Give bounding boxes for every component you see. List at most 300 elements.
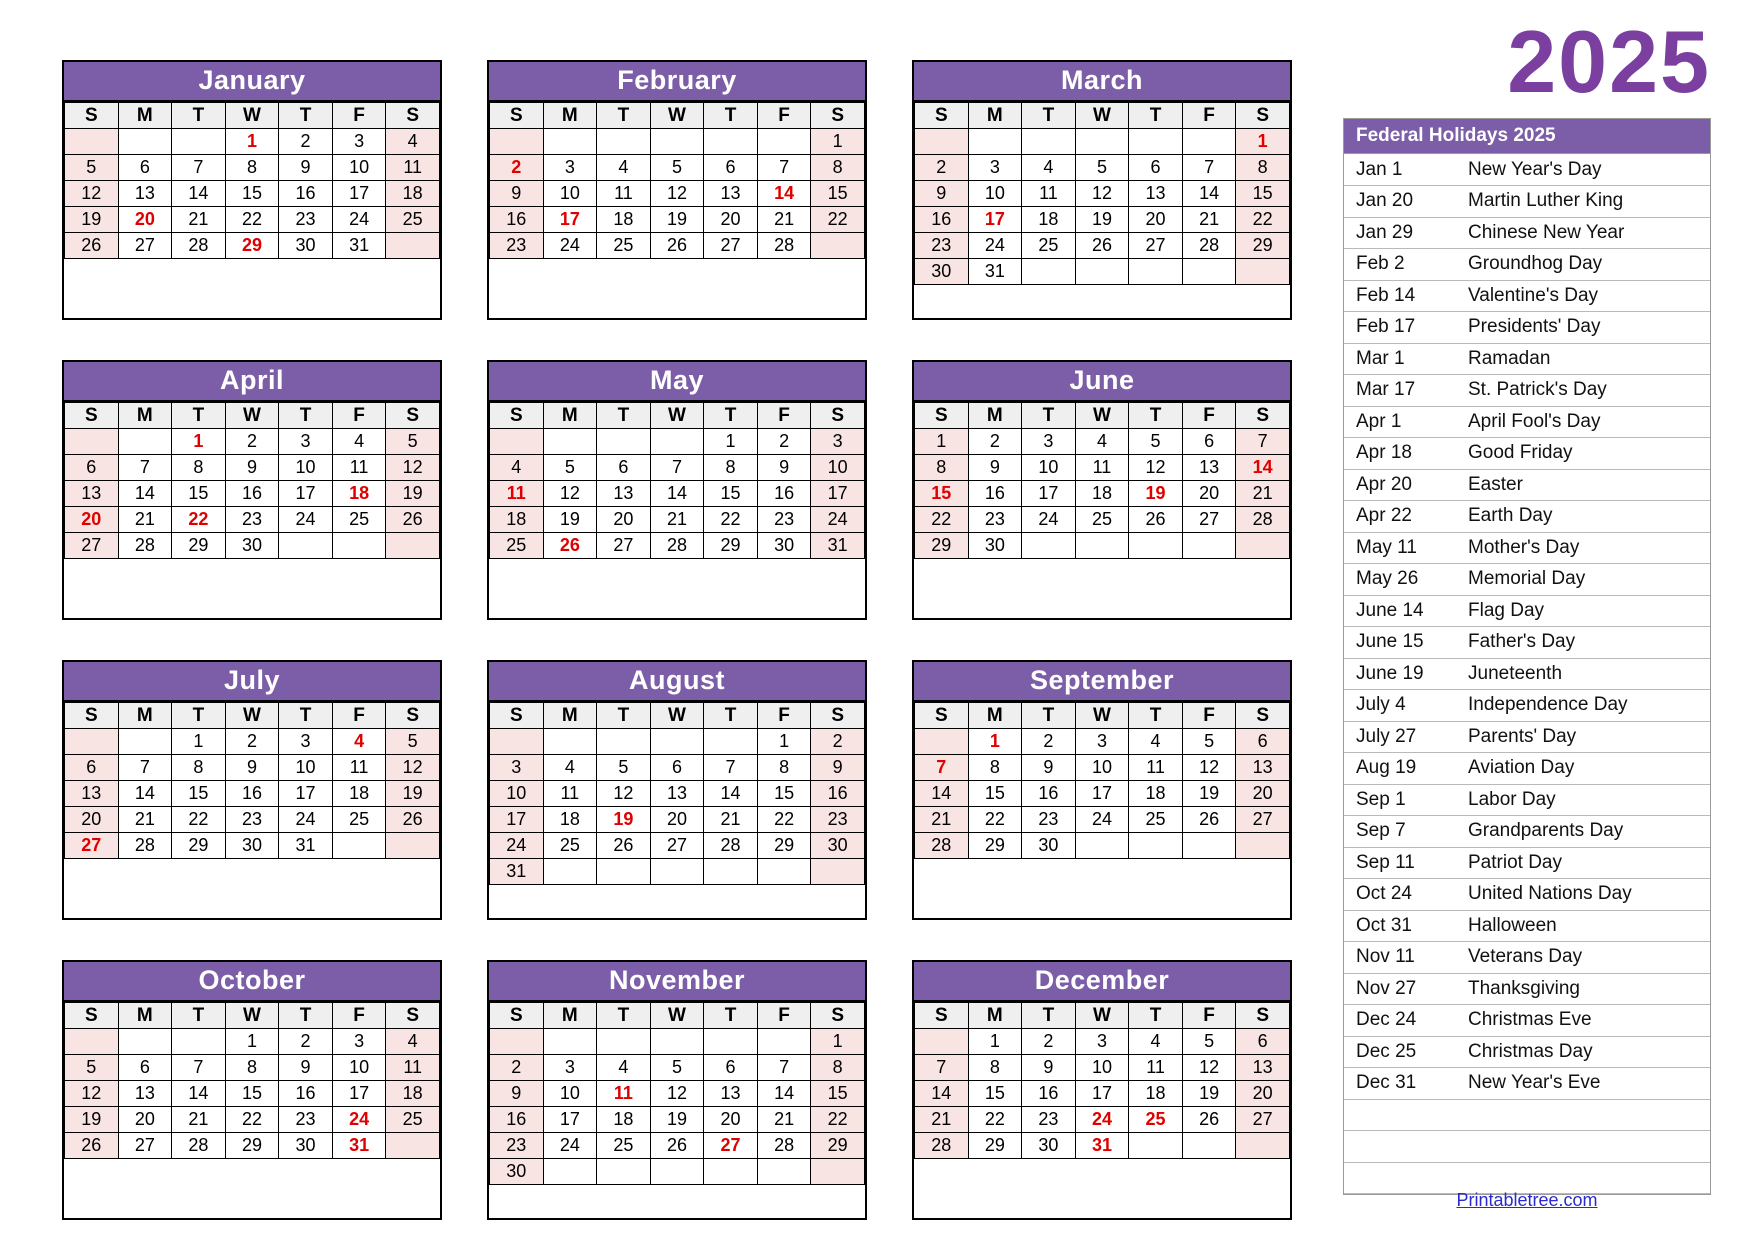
month-may xyxy=(487,360,867,620)
weekday-header: S xyxy=(386,703,440,729)
day-cell: 12 xyxy=(650,1081,704,1107)
day-cell-empty xyxy=(757,859,811,885)
day-cell: 4 xyxy=(597,1055,651,1081)
day-cell: 19 xyxy=(650,207,704,233)
day-cell: 18 xyxy=(386,1081,440,1107)
day-cell: 11 xyxy=(543,781,597,807)
day-cell: 26 xyxy=(650,1133,704,1159)
day-cell: 5 xyxy=(386,729,440,755)
day-cell-empty xyxy=(490,429,544,455)
day-cell: 25 xyxy=(1129,807,1183,833)
holiday-date: July 27 xyxy=(1344,721,1456,753)
day-cell-empty xyxy=(65,729,119,755)
day-cell: 30 xyxy=(490,1159,544,1185)
day-cell: 13 xyxy=(704,1081,758,1107)
day-cell: 7 xyxy=(915,755,969,781)
holiday-row xyxy=(1344,217,1710,249)
weekday-header: T xyxy=(172,103,226,129)
holiday-name: Groundhog Day xyxy=(1456,249,1710,281)
week-row xyxy=(65,155,440,181)
day-cell-empty xyxy=(386,233,440,259)
weekday-header: M xyxy=(543,703,597,729)
day-cell: 21 xyxy=(915,1107,969,1133)
day-cell: 28 xyxy=(915,1133,969,1159)
day-cell: 27 xyxy=(1236,1107,1290,1133)
week-row xyxy=(65,533,440,559)
day-cell-empty xyxy=(332,833,386,859)
holiday-row xyxy=(1344,973,1710,1005)
day-cell: 12 xyxy=(386,455,440,481)
week-row xyxy=(490,1055,865,1081)
day-cell-empty xyxy=(118,429,172,455)
day-cell: 6 xyxy=(1182,429,1236,455)
day-cell-empty xyxy=(490,729,544,755)
day-cell: 10 xyxy=(543,181,597,207)
week-row xyxy=(915,1055,1290,1081)
day-cell: 17 xyxy=(1022,481,1076,507)
day-cell: 1 xyxy=(757,729,811,755)
weekday-header: F xyxy=(757,103,811,129)
holiday-name: Mother's Day xyxy=(1456,532,1710,564)
day-cell: 26 xyxy=(543,533,597,559)
weekday-header: T xyxy=(597,1003,651,1029)
day-cell-empty xyxy=(490,1029,544,1055)
weekday-header: M xyxy=(118,103,172,129)
day-cell-empty xyxy=(704,1159,758,1185)
month-days-table xyxy=(489,102,865,259)
day-cell-empty xyxy=(279,533,333,559)
day-cell: 20 xyxy=(597,507,651,533)
weekday-header: M xyxy=(968,403,1022,429)
day-cell: 26 xyxy=(65,1133,119,1159)
month-days-table xyxy=(914,702,1290,859)
day-cell: 8 xyxy=(968,1055,1022,1081)
week-row xyxy=(915,729,1290,755)
day-cell: 28 xyxy=(172,1133,226,1159)
day-cell: 28 xyxy=(757,233,811,259)
day-cell: 18 xyxy=(490,507,544,533)
day-cell: 19 xyxy=(650,1107,704,1133)
day-cell: 31 xyxy=(332,1133,386,1159)
day-cell: 27 xyxy=(65,833,119,859)
day-cell: 17 xyxy=(968,207,1022,233)
day-cell-empty xyxy=(1022,259,1076,285)
day-cell-empty xyxy=(118,1029,172,1055)
holiday-row xyxy=(1344,532,1710,564)
day-cell: 1 xyxy=(968,1029,1022,1055)
day-cell: 23 xyxy=(811,807,865,833)
weekday-header: W xyxy=(650,103,704,129)
day-cell: 4 xyxy=(386,1029,440,1055)
day-cell: 12 xyxy=(543,481,597,507)
weekday-header: T xyxy=(172,703,226,729)
week-row xyxy=(490,859,865,885)
day-cell: 5 xyxy=(650,155,704,181)
holiday-date: Mar 17 xyxy=(1344,375,1456,407)
week-row xyxy=(915,807,1290,833)
day-cell: 4 xyxy=(1129,1029,1183,1055)
holiday-date: Nov 11 xyxy=(1344,942,1456,974)
week-row xyxy=(65,455,440,481)
week-row xyxy=(915,1133,1290,1159)
week-row xyxy=(490,481,865,507)
day-cell: 1 xyxy=(968,729,1022,755)
day-cell: 24 xyxy=(1022,507,1076,533)
weekday-header: W xyxy=(1075,1003,1129,1029)
weekday-header: S xyxy=(811,403,865,429)
day-cell: 28 xyxy=(118,833,172,859)
weekday-header: W xyxy=(1075,703,1129,729)
day-cell: 27 xyxy=(65,533,119,559)
day-cell: 14 xyxy=(1182,181,1236,207)
day-cell: 20 xyxy=(1129,207,1183,233)
day-cell: 3 xyxy=(332,1029,386,1055)
day-cell-empty xyxy=(1129,1133,1183,1159)
holiday-date: Jan 1 xyxy=(1344,154,1456,186)
day-cell: 31 xyxy=(490,859,544,885)
day-cell: 28 xyxy=(1182,233,1236,259)
day-cell: 5 xyxy=(1129,429,1183,455)
day-cell-empty xyxy=(490,129,544,155)
day-cell: 5 xyxy=(597,755,651,781)
day-cell: 14 xyxy=(172,1081,226,1107)
day-cell: 29 xyxy=(968,1133,1022,1159)
day-cell: 22 xyxy=(811,1107,865,1133)
holiday-name: Martin Luther King xyxy=(1456,186,1710,218)
day-cell-empty xyxy=(65,429,119,455)
weekday-header: S xyxy=(65,403,119,429)
day-cell: 26 xyxy=(1182,1107,1236,1133)
week-row xyxy=(915,781,1290,807)
weekday-header: T xyxy=(1022,403,1076,429)
month-days-table xyxy=(64,702,440,859)
day-cell: 15 xyxy=(968,1081,1022,1107)
day-cell: 30 xyxy=(279,233,333,259)
day-cell-empty xyxy=(1182,259,1236,285)
day-cell-empty xyxy=(915,129,969,155)
day-cell: 9 xyxy=(490,1081,544,1107)
day-cell: 8 xyxy=(172,755,226,781)
day-cell: 26 xyxy=(65,233,119,259)
holiday-row xyxy=(1344,816,1710,848)
weekday-header: M xyxy=(118,703,172,729)
weekday-header: F xyxy=(332,403,386,429)
day-cell: 3 xyxy=(968,155,1022,181)
day-cell: 12 xyxy=(1075,181,1129,207)
weekday-header: T xyxy=(597,703,651,729)
day-cell: 18 xyxy=(597,207,651,233)
day-cell-empty xyxy=(968,129,1022,155)
day-cell-empty xyxy=(332,533,386,559)
weekday-header: M xyxy=(543,1003,597,1029)
day-cell: 25 xyxy=(597,1133,651,1159)
day-cell: 20 xyxy=(65,807,119,833)
day-cell: 1 xyxy=(225,1029,279,1055)
month-days-table xyxy=(914,402,1290,559)
day-cell-empty xyxy=(1236,1133,1290,1159)
day-cell: 17 xyxy=(332,181,386,207)
day-cell: 16 xyxy=(490,207,544,233)
day-cell: 18 xyxy=(1022,207,1076,233)
day-cell: 7 xyxy=(757,155,811,181)
day-cell: 20 xyxy=(1182,481,1236,507)
day-cell: 25 xyxy=(332,507,386,533)
day-cell: 25 xyxy=(1129,1107,1183,1133)
day-cell: 9 xyxy=(279,155,333,181)
day-cell: 30 xyxy=(757,533,811,559)
day-cell: 20 xyxy=(65,507,119,533)
weekday-header: T xyxy=(172,403,226,429)
day-cell: 26 xyxy=(597,833,651,859)
week-row xyxy=(490,1133,865,1159)
day-cell: 4 xyxy=(597,155,651,181)
month-days-table xyxy=(64,102,440,259)
day-cell: 27 xyxy=(650,833,704,859)
month-days-table xyxy=(489,702,865,885)
day-cell: 5 xyxy=(65,1055,119,1081)
day-cell: 9 xyxy=(757,455,811,481)
day-cell: 20 xyxy=(1236,781,1290,807)
day-cell: 5 xyxy=(1182,729,1236,755)
week-row xyxy=(65,807,440,833)
day-cell: 25 xyxy=(597,233,651,259)
month-title: February xyxy=(489,62,865,102)
day-cell-empty xyxy=(757,1159,811,1185)
day-cell: 22 xyxy=(225,1107,279,1133)
day-cell: 15 xyxy=(172,481,226,507)
day-cell: 22 xyxy=(1236,207,1290,233)
day-cell: 2 xyxy=(811,729,865,755)
day-cell: 9 xyxy=(915,181,969,207)
week-row xyxy=(65,729,440,755)
day-cell: 7 xyxy=(915,1055,969,1081)
day-cell: 28 xyxy=(1236,507,1290,533)
day-cell: 2 xyxy=(915,155,969,181)
month-title: January xyxy=(64,62,440,102)
day-cell: 18 xyxy=(543,807,597,833)
day-cell: 17 xyxy=(811,481,865,507)
weekday-header: M xyxy=(118,403,172,429)
day-cell-empty xyxy=(172,1029,226,1055)
day-cell: 22 xyxy=(225,207,279,233)
day-cell: 28 xyxy=(704,833,758,859)
weekday-header: T xyxy=(1129,703,1183,729)
day-cell-empty xyxy=(650,859,704,885)
holidays-panel-title: Federal Holidays 2025 xyxy=(1344,119,1710,154)
week-row xyxy=(915,259,1290,285)
day-cell: 27 xyxy=(118,1133,172,1159)
month-april xyxy=(62,360,442,620)
day-cell: 6 xyxy=(118,155,172,181)
day-cell: 7 xyxy=(118,755,172,781)
day-cell: 26 xyxy=(386,807,440,833)
holiday-row xyxy=(1344,721,1710,753)
day-cell: 23 xyxy=(279,207,333,233)
holiday-row xyxy=(1344,910,1710,942)
day-cell: 16 xyxy=(225,781,279,807)
day-cell-empty xyxy=(597,429,651,455)
day-cell: 11 xyxy=(386,155,440,181)
holiday-date: Aug 19 xyxy=(1344,753,1456,785)
day-cell: 29 xyxy=(1236,233,1290,259)
day-cell-empty xyxy=(543,859,597,885)
day-cell: 28 xyxy=(650,533,704,559)
day-cell: 17 xyxy=(543,207,597,233)
holiday-date: June 19 xyxy=(1344,658,1456,690)
week-row xyxy=(490,1029,865,1055)
day-cell-empty xyxy=(118,729,172,755)
day-cell: 4 xyxy=(332,729,386,755)
day-cell: 18 xyxy=(1129,1081,1183,1107)
day-cell: 3 xyxy=(1075,1029,1129,1055)
holiday-name: Valentine's Day xyxy=(1456,280,1710,312)
week-row xyxy=(915,155,1290,181)
day-cell: 3 xyxy=(279,429,333,455)
day-cell: 12 xyxy=(386,755,440,781)
day-cell: 10 xyxy=(279,455,333,481)
day-cell: 14 xyxy=(757,181,811,207)
day-cell: 5 xyxy=(543,455,597,481)
holiday-date: Sep 11 xyxy=(1344,847,1456,879)
week-row xyxy=(490,129,865,155)
day-cell: 11 xyxy=(1129,1055,1183,1081)
holiday-row xyxy=(1344,627,1710,659)
week-row xyxy=(65,481,440,507)
day-cell: 27 xyxy=(118,233,172,259)
week-row xyxy=(490,1107,865,1133)
day-cell-empty xyxy=(757,1029,811,1055)
week-row xyxy=(490,155,865,181)
holiday-date: Apr 18 xyxy=(1344,438,1456,470)
day-cell: 16 xyxy=(225,481,279,507)
day-cell-empty xyxy=(915,1029,969,1055)
holiday-row-blank xyxy=(1344,1162,1710,1194)
holiday-name: Halloween xyxy=(1456,910,1710,942)
day-cell: 3 xyxy=(543,155,597,181)
day-cell: 10 xyxy=(968,181,1022,207)
day-cell-empty xyxy=(704,1029,758,1055)
day-cell: 8 xyxy=(811,155,865,181)
day-cell: 6 xyxy=(65,755,119,781)
day-cell: 3 xyxy=(543,1055,597,1081)
weekday-header: M xyxy=(543,103,597,129)
day-cell: 6 xyxy=(65,455,119,481)
day-cell: 24 xyxy=(1075,807,1129,833)
holiday-date: Sep 7 xyxy=(1344,816,1456,848)
weekday-header: W xyxy=(650,1003,704,1029)
month-title: May xyxy=(489,362,865,402)
day-cell: 8 xyxy=(1236,155,1290,181)
day-cell-empty xyxy=(811,233,865,259)
day-cell-empty xyxy=(1182,533,1236,559)
day-cell: 25 xyxy=(386,207,440,233)
day-cell: 18 xyxy=(332,481,386,507)
month-title: July xyxy=(64,662,440,702)
day-cell: 31 xyxy=(279,833,333,859)
site-credit-link[interactable]: Printabletree.com xyxy=(1456,1190,1598,1210)
holiday-date: Feb 14 xyxy=(1344,280,1456,312)
weekday-header: F xyxy=(757,703,811,729)
week-row xyxy=(65,755,440,781)
day-cell: 3 xyxy=(490,755,544,781)
holiday-row xyxy=(1344,501,1710,533)
holiday-name: Ramadan xyxy=(1456,343,1710,375)
holiday-row xyxy=(1344,375,1710,407)
day-cell: 9 xyxy=(225,755,279,781)
day-cell: 1 xyxy=(1236,129,1290,155)
holiday-row xyxy=(1344,784,1710,816)
day-cell: 19 xyxy=(386,781,440,807)
week-row xyxy=(65,181,440,207)
day-cell: 14 xyxy=(915,1081,969,1107)
day-cell: 11 xyxy=(490,481,544,507)
day-cell: 17 xyxy=(490,807,544,833)
day-cell: 14 xyxy=(915,781,969,807)
day-cell: 18 xyxy=(332,781,386,807)
holiday-row xyxy=(1344,1036,1710,1068)
day-cell: 14 xyxy=(118,781,172,807)
day-cell: 12 xyxy=(1182,1055,1236,1081)
day-cell: 17 xyxy=(543,1107,597,1133)
day-cell: 4 xyxy=(1129,729,1183,755)
day-cell: 13 xyxy=(1129,181,1183,207)
day-cell: 9 xyxy=(811,755,865,781)
day-cell: 28 xyxy=(118,533,172,559)
day-cell-empty xyxy=(811,1159,865,1185)
holiday-row-blank xyxy=(1344,1131,1710,1163)
day-cell-empty xyxy=(1129,533,1183,559)
day-cell: 22 xyxy=(704,507,758,533)
day-cell-empty xyxy=(1022,533,1076,559)
day-cell: 27 xyxy=(704,233,758,259)
day-cell-empty xyxy=(1075,533,1129,559)
day-cell: 23 xyxy=(915,233,969,259)
holiday-name-blank xyxy=(1456,1162,1710,1194)
week-row xyxy=(490,429,865,455)
day-cell: 8 xyxy=(704,455,758,481)
day-cell: 3 xyxy=(1075,729,1129,755)
weekday-header: S xyxy=(490,703,544,729)
weekday-header: T xyxy=(1129,1003,1183,1029)
day-cell: 26 xyxy=(386,507,440,533)
day-cell: 19 xyxy=(65,207,119,233)
weekday-header: M xyxy=(968,703,1022,729)
holiday-name: Grandparents Day xyxy=(1456,816,1710,848)
week-row xyxy=(490,233,865,259)
month-october xyxy=(62,960,442,1220)
day-cell-empty xyxy=(543,1029,597,1055)
day-cell: 20 xyxy=(704,1107,758,1133)
day-cell: 14 xyxy=(757,1081,811,1107)
holiday-name: St. Patrick's Day xyxy=(1456,375,1710,407)
day-cell: 2 xyxy=(490,155,544,181)
day-cell: 22 xyxy=(172,507,226,533)
day-cell: 20 xyxy=(1236,1081,1290,1107)
weekday-header: F xyxy=(1182,703,1236,729)
day-cell: 20 xyxy=(650,807,704,833)
week-row xyxy=(65,781,440,807)
day-cell: 29 xyxy=(811,1133,865,1159)
holiday-name-blank xyxy=(1456,1131,1710,1163)
weekday-header: T xyxy=(1129,403,1183,429)
holiday-date-blank xyxy=(1344,1099,1456,1131)
week-row xyxy=(490,807,865,833)
day-cell: 13 xyxy=(704,181,758,207)
day-cell: 17 xyxy=(332,1081,386,1107)
day-cell: 8 xyxy=(172,455,226,481)
holiday-date: Dec 24 xyxy=(1344,1005,1456,1037)
day-cell: 9 xyxy=(279,1055,333,1081)
